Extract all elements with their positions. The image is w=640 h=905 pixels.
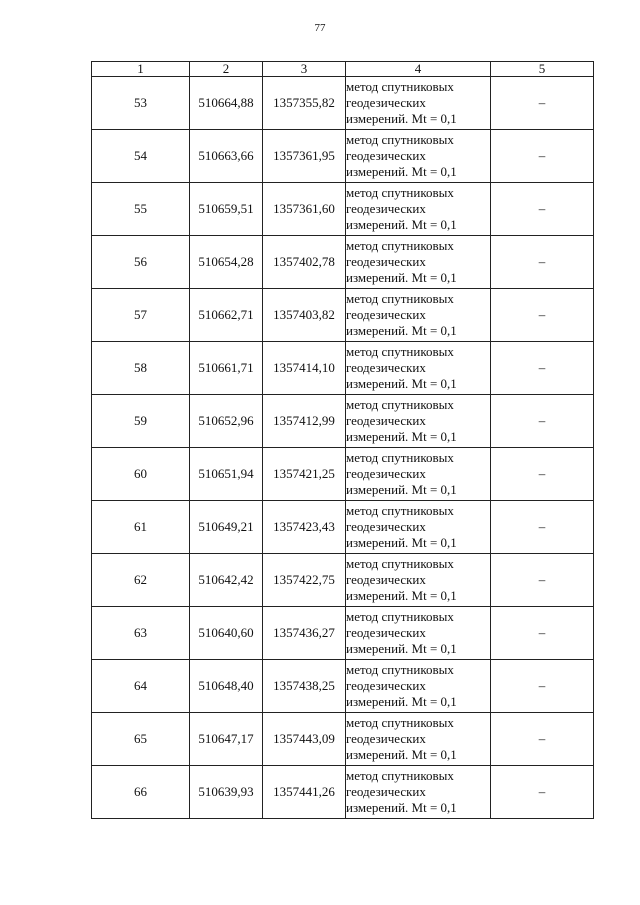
method-text-line: измерений. Mt = 0,1 [346,482,457,497]
point-number-cell: 56 [92,236,190,289]
method-text-line: измерений. Mt = 0,1 [346,429,457,444]
x-coordinate-cell: 510649,21 [190,501,263,554]
method-text-line: геодезических [346,201,426,216]
method-text-line: геодезических [346,466,426,481]
y-coordinate-cell: 1357403,82 [263,289,346,342]
method-text-line: геодезических [346,678,426,693]
note-cell: – [491,395,594,448]
method-text-line: геодезических [346,572,426,587]
y-coordinate-cell: 1357438,25 [263,660,346,713]
note-cell: – [491,501,594,554]
table-row [92,395,594,448]
method-cell [346,395,491,448]
point-number-cell: 59 [92,395,190,448]
method-text-line: геодезических [346,519,426,534]
note-cell: – [491,342,594,395]
method-text-line: метод спутниковых [346,768,454,783]
table-row [92,183,594,236]
method-cell [346,77,491,130]
note-cell: – [491,713,594,766]
method-cell [346,713,491,766]
coordinates-table [91,61,594,819]
point-number-cell: 63 [92,607,190,660]
page-number: 77 [314,22,326,34]
y-coordinate-cell: 1357355,82 [263,77,346,130]
method-cell [346,501,491,554]
method-cell [346,660,491,713]
note-cell: – [491,77,594,130]
table-header-row [92,62,594,77]
method-text-line: геодезических [346,784,426,799]
table-row [92,554,594,607]
method-text-line: метод спутниковых [346,556,454,571]
y-coordinate-cell: 1357436,27 [263,607,346,660]
table-row [92,660,594,713]
note-cell: – [491,607,594,660]
x-coordinate-cell: 510647,17 [190,713,263,766]
point-number-cell: 53 [92,77,190,130]
y-coordinate-cell: 1357361,60 [263,183,346,236]
method-cell [346,289,491,342]
x-coordinate-cell: 510640,60 [190,607,263,660]
method-cell [346,554,491,607]
x-coordinate-cell: 510648,40 [190,660,263,713]
method-cell [346,130,491,183]
note-cell: – [491,130,594,183]
x-coordinate-cell: 510661,71 [190,342,263,395]
method-text-line: метод спутниковых [346,132,454,147]
y-coordinate-cell: 1357422,75 [263,554,346,607]
note-cell: – [491,236,594,289]
method-text-line: геодезических [346,307,426,322]
method-text-line: метод спутниковых [346,291,454,306]
point-number-cell: 54 [92,130,190,183]
method-text-line: метод спутниковых [346,662,454,677]
y-coordinate-cell: 1357423,43 [263,501,346,554]
method-text-line: геодезических [346,95,426,110]
method-text-line: метод спутниковых [346,397,454,412]
method-text-line: измерений. Mt = 0,1 [346,217,457,232]
table-row [92,713,594,766]
y-coordinate-cell: 1357361,95 [263,130,346,183]
column-header: 5 [491,62,594,77]
method-cell [346,183,491,236]
method-text-line: метод спутниковых [346,503,454,518]
x-coordinate-cell: 510654,28 [190,236,263,289]
method-text-line: измерений. Mt = 0,1 [346,111,457,126]
x-coordinate-cell: 510663,66 [190,130,263,183]
method-text-line: метод спутниковых [346,609,454,624]
method-text-line: метод спутниковых [346,344,454,359]
y-coordinate-cell: 1357402,78 [263,236,346,289]
table-row [92,289,594,342]
method-text-line: геодезических [346,731,426,746]
method-text-line: измерений. Mt = 0,1 [346,270,457,285]
x-coordinate-cell: 510639,93 [190,766,263,819]
point-number-cell: 65 [92,713,190,766]
table-row [92,342,594,395]
method-text-line: метод спутниковых [346,79,454,94]
table-row [92,77,594,130]
x-coordinate-cell: 510664,88 [190,77,263,130]
method-text-line: геодезических [346,413,426,428]
table-row [92,766,594,819]
method-text-line: измерений. Mt = 0,1 [346,694,457,709]
method-cell [346,766,491,819]
method-cell [346,342,491,395]
y-coordinate-cell: 1357443,09 [263,713,346,766]
point-number-cell: 61 [92,501,190,554]
column-header: 1 [92,62,190,77]
method-text-line: измерений. Mt = 0,1 [346,641,457,656]
method-text-line: геодезических [346,254,426,269]
x-coordinate-cell: 510642,42 [190,554,263,607]
point-number-cell: 58 [92,342,190,395]
x-coordinate-cell: 510662,71 [190,289,263,342]
x-coordinate-cell: 510652,96 [190,395,263,448]
method-text-line: метод спутниковых [346,450,454,465]
table-row [92,130,594,183]
method-text-line: измерений. Mt = 0,1 [346,535,457,550]
note-cell: – [491,660,594,713]
method-text-line: геодезических [346,360,426,375]
x-coordinate-cell: 510659,51 [190,183,263,236]
method-cell [346,448,491,501]
note-cell: – [491,289,594,342]
y-coordinate-cell: 1357412,99 [263,395,346,448]
column-header: 2 [190,62,263,77]
method-text-line: измерений. Mt = 0,1 [346,747,457,762]
table-row [92,607,594,660]
note-cell: – [491,183,594,236]
y-coordinate-cell: 1357414,10 [263,342,346,395]
method-text-line: измерений. Mt = 0,1 [346,323,457,338]
method-text-line: измерений. Mt = 0,1 [346,164,457,179]
point-number-cell: 64 [92,660,190,713]
method-text-line: метод спутниковых [346,185,454,200]
method-text-line: геодезических [346,148,426,163]
table-row [92,448,594,501]
method-text-line: измерений. Mt = 0,1 [346,800,457,815]
method-cell [346,236,491,289]
point-number-cell: 55 [92,183,190,236]
point-number-cell: 57 [92,289,190,342]
table-row [92,236,594,289]
method-text-line: метод спутниковых [346,715,454,730]
method-text-line: геодезических [346,625,426,640]
method-text-line: метод спутниковых [346,238,454,253]
note-cell: – [491,554,594,607]
note-cell: – [491,448,594,501]
column-header: 3 [263,62,346,77]
method-text-line: измерений. Mt = 0,1 [346,376,457,391]
y-coordinate-cell: 1357441,26 [263,766,346,819]
method-text-line: измерений. Mt = 0,1 [346,588,457,603]
point-number-cell: 66 [92,766,190,819]
method-cell [346,607,491,660]
point-number-cell: 62 [92,554,190,607]
note-cell: – [491,766,594,819]
table-row [92,501,594,554]
y-coordinate-cell: 1357421,25 [263,448,346,501]
x-coordinate-cell: 510651,94 [190,448,263,501]
point-number-cell: 60 [92,448,190,501]
column-header: 4 [346,62,491,77]
